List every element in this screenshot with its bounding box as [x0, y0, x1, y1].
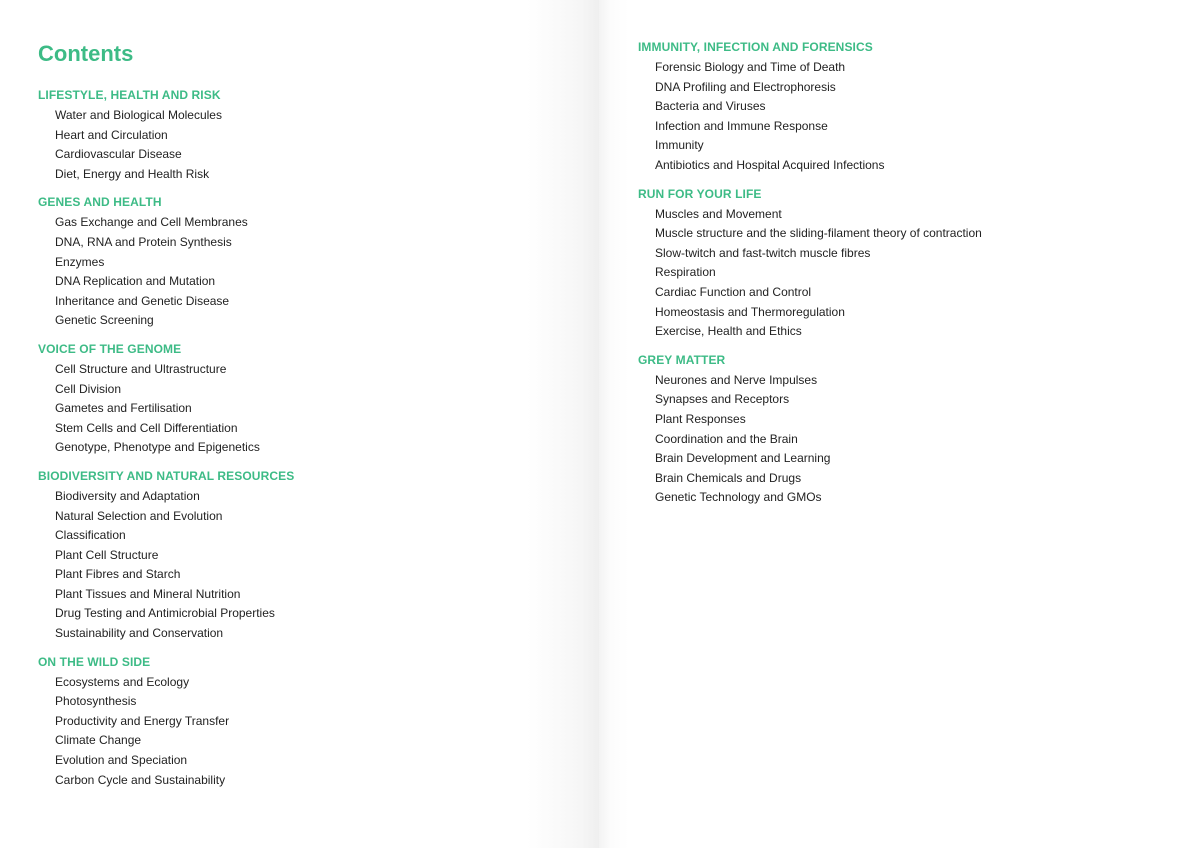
section-entries: [38, 106, 294, 184]
contents-entry: Exercise, Health and Ethics: [655, 324, 802, 339]
contents-entry: Respiration: [655, 265, 716, 280]
contents-entry: Immunity: [655, 138, 704, 153]
section-entries: [38, 487, 294, 644]
section-heading: GENES AND HEALTH: [38, 195, 162, 210]
contents-entry: Muscles and Movement: [655, 206, 782, 221]
contents-entry: Ecosystems and Ecology: [55, 674, 190, 689]
contents-entry: Biodiversity and Adaptation: [55, 488, 200, 503]
page-title: Contents: [38, 41, 134, 66]
contents-entry: Plant Cell Structure: [55, 547, 159, 562]
contents-entry: Bacteria and Viruses: [655, 99, 766, 114]
contents-entry: Cell Structure and Ultrastructure: [55, 361, 227, 376]
contents-entry: Enzymes: [55, 254, 105, 269]
section-entries: [38, 213, 294, 331]
contents-entry: Synapses and Receptors: [655, 392, 790, 407]
left-contents-column: [38, 87, 294, 800]
contents-entry: Infection and Immune Response: [655, 118, 828, 133]
contents-entry: Neurones and Nerve Impulses: [655, 372, 818, 387]
section-heading: RUN FOR YOUR LIFE: [638, 186, 762, 201]
contents-entry: Sustainability and Conservation: [55, 626, 224, 641]
contents-entry: Genetic Screening: [55, 313, 154, 328]
section-voice-of-the-genome: [38, 341, 294, 458]
contents-entry: Carbon Cycle and Sustainability: [55, 772, 226, 787]
contents-entry: Heart and Circulation: [55, 127, 168, 142]
contents-entry: Cardiac Function and Control: [655, 284, 812, 299]
section-immunity-infection-and-forensics: [638, 39, 982, 176]
contents-entry: Plant Fibres and Starch: [55, 567, 181, 582]
section-entries: [638, 205, 982, 342]
section-entries: [38, 360, 294, 458]
contents-entry: Genetic Technology and GMOs: [655, 490, 822, 505]
section-run-for-your-life: [638, 186, 982, 342]
section-entries: [638, 371, 982, 508]
contents-entry: Climate Change: [55, 733, 142, 748]
section-heading: VOICE OF THE GENOME: [38, 341, 182, 356]
section-heading: ON THE WILD SIDE: [38, 654, 151, 669]
contents-entry: DNA Profiling and Electrophoresis: [655, 79, 836, 94]
contents-entry: Stem Cells and Cell Differentiation: [55, 420, 238, 435]
contents-entry: Natural Selection and Evolution: [55, 508, 223, 523]
contents-entry: DNA Replication and Mutation: [55, 274, 216, 289]
contents-entry: DNA, RNA and Protein Synthesis: [55, 234, 232, 249]
contents-entry: Drug Testing and Antimicrobial Properties: [55, 606, 275, 621]
section-entries: [38, 673, 294, 791]
section-heading: IMMUNITY, INFECTION AND FORENSICS: [638, 40, 873, 54]
contents-entry: Slow-twitch and fast-twitch muscle fibres: [655, 245, 871, 260]
contents-entry: Diet, Energy and Health Risk: [55, 166, 210, 181]
contents-entry: Antibiotics and Hospital Acquired Infections: [655, 157, 885, 172]
contents-entry: Forensic Biology and Time of Death: [655, 60, 846, 74]
contents-entry: Cell Division: [55, 381, 122, 396]
contents-entry: Brain Chemicals and Drugs: [655, 470, 802, 485]
contents-entry: Genotype, Phenotype and Epigenetics: [55, 440, 260, 455]
contents-entry: Brain Development and Learning: [655, 451, 831, 466]
section-biodiversity-and-natural-resources: [38, 468, 294, 644]
section-grey-matter: [638, 352, 982, 508]
contents-entry: Plant Tissues and Mineral Nutrition: [55, 586, 241, 601]
contents-entry: Cardiovascular Disease: [55, 147, 182, 162]
left-page: [0, 0, 599, 848]
contents-entry: Plant Responses: [655, 411, 746, 426]
contents-entry: Gametes and Fertilisation: [55, 401, 192, 416]
section-heading: LIFESTYLE, HEALTH AND RISK: [38, 88, 221, 102]
section-heading: GREY MATTER: [638, 352, 726, 367]
contents-entry: Productivity and Energy Transfer: [55, 713, 230, 728]
section-heading: BIODIVERSITY AND NATURAL RESOURCES: [38, 468, 295, 483]
contents-entry: Muscle structure and the sliding-filament theory of contraction: [655, 226, 982, 241]
section-genes-and-health: [38, 194, 294, 331]
contents-entry: Homeostasis and Thermoregulation: [655, 304, 845, 319]
contents-entry: Photosynthesis: [55, 694, 137, 709]
contents-entry: Water and Biological Molecules: [55, 108, 222, 122]
contents-entry: Coordination and the Brain: [655, 431, 798, 446]
right-contents-column: [638, 39, 982, 518]
right-page: [599, 0, 1200, 848]
section-on-the-wild-side: [38, 654, 294, 791]
section-lifestyle-health-and-risk: [38, 87, 294, 184]
section-entries: [638, 58, 982, 176]
contents-entry: Classification: [55, 528, 126, 543]
contents-entry: Inheritance and Genetic Disease: [55, 293, 230, 308]
contents-entry: Evolution and Speciation: [55, 753, 188, 768]
contents-entry: Gas Exchange and Cell Membranes: [55, 215, 248, 230]
